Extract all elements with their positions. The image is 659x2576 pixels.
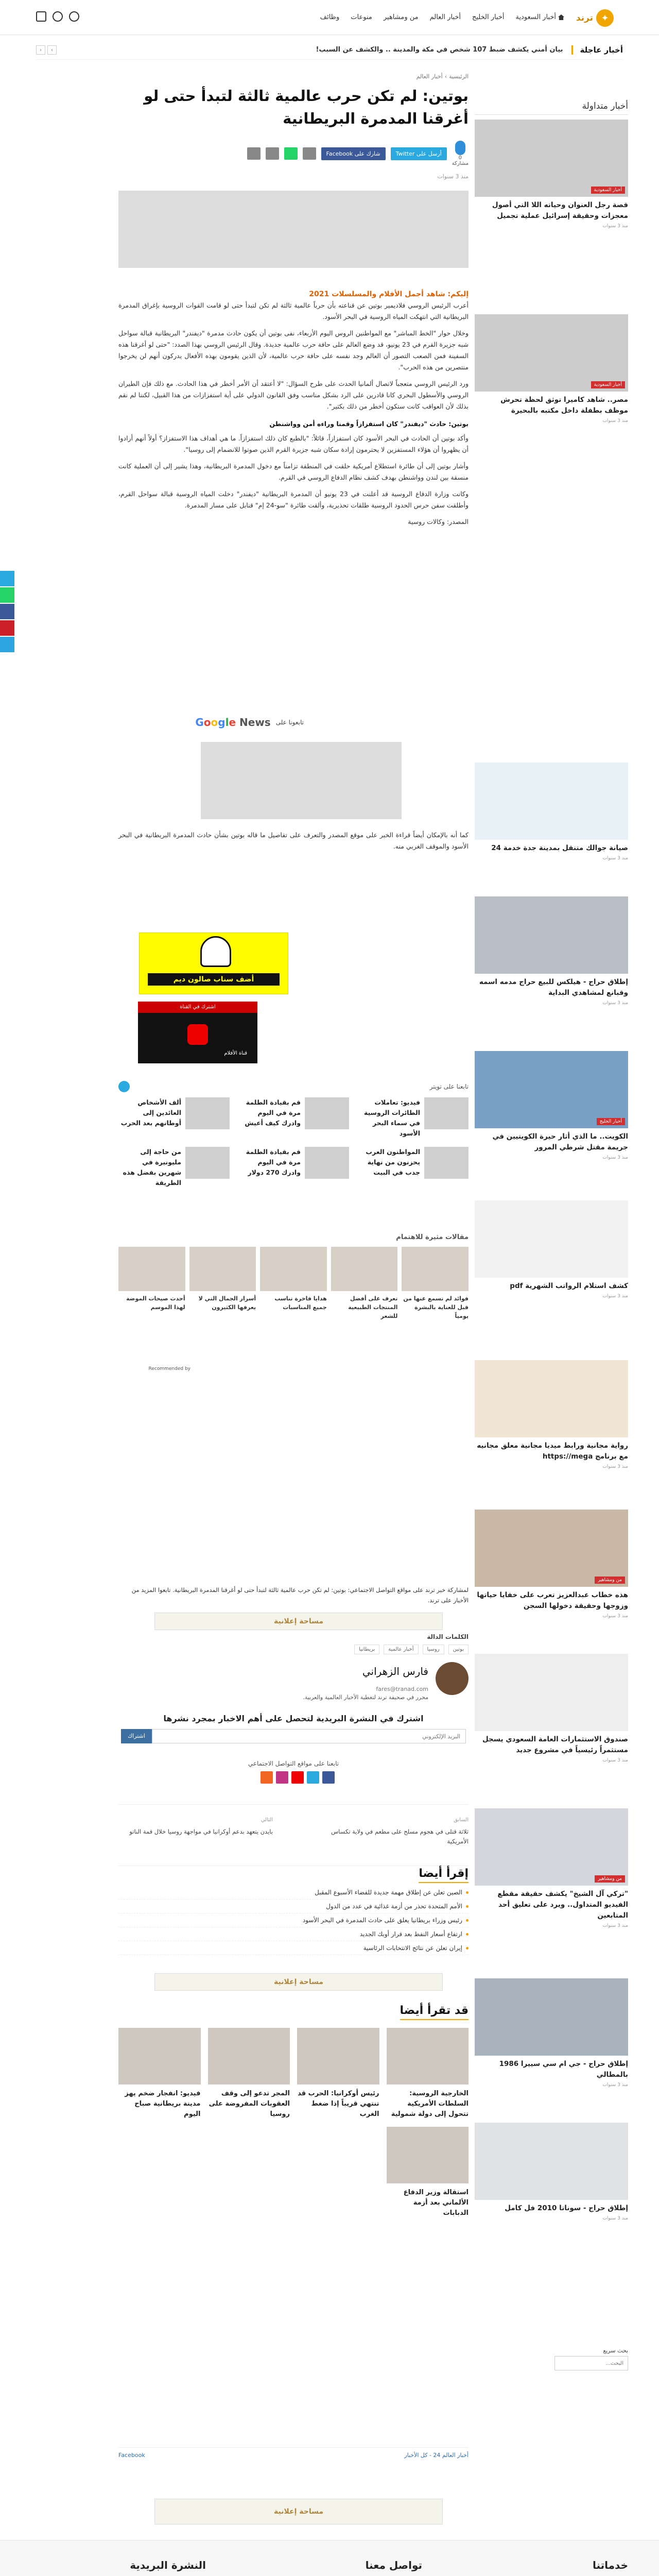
related-header: مقالات مثيرة للاهتمام: [396, 1233, 469, 1241]
footer: [0, 2540, 659, 2576]
follow-twitter-row: [118, 1081, 469, 1092]
article-source: المصدر: وكالات روسية: [408, 518, 469, 526]
sidebar-item-title: صيانة جوالك متنقل بمدينة جدة خدمة 24: [491, 844, 628, 852]
share-bar: [118, 140, 469, 167]
sponsored-card[interactable]: [357, 1097, 469, 1139]
print-icon[interactable]: [247, 147, 261, 160]
article-paragraph-5: وأشار بوتين إلى أن طائرة استطلاع أمريكية حلقت في المنطقة تزامناً مع دخول المدمرة البريطانية، وهذا يشير إلى أن العملية كانت منسقة بين لندن وواشنطن بهدف كشف نظام الدفاع الروسي في القرم.: [118, 462, 469, 481]
next-post-label: التالي: [261, 1817, 273, 1823]
related-item[interactable]: [331, 1247, 398, 1320]
sidebar-item-title: إطلاق حراج - جي ام سي سييرا 1986 بالمطالي: [499, 2060, 628, 2079]
sponsored-thumb: [185, 1097, 230, 1129]
post-navigation: [118, 1804, 469, 1866]
ad-slot-top[interactable]: [118, 191, 469, 268]
pager-category-link[interactable]: أخبار العالم 24 - كل الأخبار: [404, 2452, 469, 2459]
ad-slot-middle[interactable]: [201, 742, 402, 819]
breadcrumb-home[interactable]: الرئيسية: [449, 73, 469, 80]
article-paragraph-3: ورد الرئيس الروسي متعجباً لاتصال ألمانيا الحدث على طرح السؤال: "لا أعتقد أن الأمر أخطر في هذا الحادث. مع ذلك فإن الطيران الروسي والأسطول البحري كانا قادرين على الرد بشكل مناسب وفق القانون الدولي على أية استفزازات من هذا القبيل، لكننا لم نقم بذلك لأن العواقب كانت ستكون أخطر من ذلك بكثير".: [118, 380, 469, 410]
sidebar-item-date: منذ 3 سنوات: [602, 1464, 628, 1469]
related-title: أحدث صيحات الموضة لهذا الموسم: [126, 1295, 185, 1311]
youtube-subscribe-header[interactable]: اشترك في القناة: [138, 1002, 257, 1013]
share-whatsapp-icon[interactable]: [284, 147, 298, 160]
sidebar-item[interactable]: [475, 1808, 628, 1928]
logo-mark: ✦: [596, 9, 614, 27]
floating-share-bar: [0, 571, 14, 653]
recommended-by[interactable]: Recommended by: [148, 1366, 190, 1371]
sponsored-title: فيديو: تعاملات الطائرات الروسية في سماء البحر الأسود: [363, 1098, 420, 1137]
sponsored-title: قم بقيادة الطلمة مرة في اليوم وادرك كيف أعيش: [245, 1098, 301, 1127]
read-also-item[interactable]: [387, 2127, 469, 2218]
next-post[interactable]: [118, 1815, 273, 1837]
sidebar-search-input[interactable]: [554, 2356, 628, 2370]
read-also-grid: [118, 2028, 469, 2218]
sidebar-item-date: منذ 3 سنوات: [602, 418, 628, 423]
read-more-item[interactable]: ارتفاع أسعار النفط بعد قرار أوبك الجديد: [118, 1927, 469, 1941]
sidebar-item[interactable]: [475, 314, 628, 423]
google-news-logo: Google News: [195, 716, 271, 728]
nav-item-celebs[interactable]: من ومشاهير: [383, 13, 419, 21]
sidebar-search: [475, 2347, 628, 2370]
footer-col-services: [583, 2559, 628, 2576]
header: [0, 0, 659, 35]
twitter-icon[interactable]: [307, 1771, 319, 1784]
author-url[interactable]: fares@tranad.com: [376, 1686, 428, 1692]
read-also-thumb: [297, 2028, 379, 2084]
related-thumb: [402, 1247, 469, 1291]
menu-icon[interactable]: [36, 11, 46, 22]
nav-item-misc[interactable]: منوعات: [351, 13, 372, 21]
previous-post[interactable]: [314, 1815, 469, 1846]
article-title: بوتين: لم تكن حرب عالمية ثالثة لتبدأ حتى لو أغرقنا المدمرة البريطانية: [144, 87, 469, 127]
snapchat-ad-label: أضف سناب صالون ديم: [148, 973, 280, 986]
newsletter-form: [121, 1729, 466, 1743]
header-tools: [36, 11, 79, 22]
author-name[interactable]: فارس الزهراني: [362, 1665, 428, 1677]
article-paragraph-2: وخلال حوار "الخط المباشر" مع المواطنين الروس اليوم الأربعاء، نفى بوتين أن يكون حادث مدمرة "ديفندر" البريطانية قبالة سواحل شبه جزيرة القرم في 23 يونيو، قد وضع العالم على حافة حرب عالمية جديدة. وقال الرئيس الروسي بهذا الصدد: "حتى لو أغرقنا هذه السفينة فمن الصعب التصور أن العالم وجد نفسه على حافة حرب عالمية، لأن الذين يقومون بهذه الأفعال يدركون أنهم لن يخرجوا منتصرين من هذه الحرب".: [118, 329, 469, 371]
breaking-news-bar: [36, 40, 623, 60]
related-grid: [118, 1247, 469, 1320]
sidebar-thumb: [475, 1654, 628, 1731]
read-more-item[interactable]: الأمم المتحدة تحذر من أزمة غذائية في عدد من الدول: [118, 1900, 469, 1913]
tag[interactable]: روسيا: [423, 1645, 444, 1654]
sponsored-thumb: [305, 1097, 349, 1129]
youtube-widget[interactable]: [138, 1002, 257, 1063]
banner-ad-text: مساحة إعلانية: [273, 1617, 324, 1625]
bottom-pager: [118, 2447, 469, 2459]
logo-text: ترند: [576, 13, 593, 23]
read-more-header: إقرأ أيضا: [419, 1867, 469, 1883]
sidebar-thumb: [475, 120, 628, 197]
sidebar-header: أخبار متداولة: [475, 101, 628, 115]
sidebar-item-title: إطلاق حراج - هيلكس للبيع حراج مدمه اسمه وقبانع لمشاهدي البداية: [479, 978, 628, 997]
sidebar-item[interactable]: [475, 1360, 628, 1469]
related-title: فوائد لم تسمع عنها من قبل للعناية بالبشرة يومياً: [403, 1295, 469, 1319]
youtube-icon[interactable]: [291, 1771, 304, 1784]
footer-col-title: تواصل معنا: [365, 2559, 422, 2571]
banner-ad[interactable]: [154, 1613, 443, 1630]
article-paragraph-6: وكانت وزارة الدفاع الروسية قد أعلنت في 23 يونيو أن المدمرة البريطانية "ديفندر" دخلت المياه الروسية قبالة سواحل القرم، وأطلقت سفن حرس الحدود الروسية طلقات تحذيرية، وألقت طائرة "سو-24 إم" قنابل على مسار المدمرة.: [118, 490, 469, 509]
breaking-label: أخبار عاجلة: [571, 45, 623, 55]
sidebar-search-label: بحث سريع: [603, 2347, 628, 2354]
sidebar-item[interactable]: [475, 1654, 628, 1763]
dark-mode-icon[interactable]: [53, 11, 63, 22]
sidebar-item-date: منذ 3 سنوات: [602, 224, 628, 229]
share-twitter-button[interactable]: أرسل على Twitter: [391, 147, 447, 160]
social-header: تابعنا على مواقع التواصل الاجتماعي: [248, 1760, 339, 1767]
sidebar-thumb: [475, 1978, 628, 2056]
sidebar-item-date: منذ 3 سنوات: [602, 1614, 628, 1619]
sidebar-item-date: منذ 3 سنوات: [602, 1758, 628, 1763]
article-paragraph-1: أعرب الرئيس الروسي فلاديمير بوتين عن قناعته بأن حرباً عالمية ثالثة لم تكن لتبدأ حتى لو قامت القوات الروسية بإغراق المدمرة البريطانية التي انتهكت المياه الروسية في البحر الأسود.: [118, 301, 469, 320]
sidebar-item-title: هذه خطاب عبدالعزيز تعرب على خفايا حياتها وزوجها وحقيقة دخولها السجن: [477, 1591, 628, 1610]
instagram-icon[interactable]: [276, 1771, 288, 1784]
sidebar-item-date: منذ 3 سنوات: [602, 1923, 628, 1928]
sidebar-item-title: صندوق الاستثمارات العامة السعودي يسجل مستثمراً رئيسياً في مشروع جديد: [482, 1735, 628, 1754]
sidebar-thumb: [475, 1360, 628, 1437]
sidebar-item-date: منذ 3 سنوات: [602, 1294, 628, 1299]
sponsored-title: المواطنون العرب يحزنون من نهاية جدب في البيت: [366, 1148, 420, 1176]
related-item[interactable]: [260, 1247, 327, 1320]
sidebar-thumb: [475, 1510, 628, 1587]
sponsored-thumb: [305, 1147, 349, 1179]
banner-ad-text: مساحة إعلانية: [273, 1978, 324, 1986]
sidebar-thumb: [475, 762, 628, 840]
nav-item-saudi[interactable]: أخبار السعودية: [514, 10, 566, 24]
youtube-play-icon[interactable]: [187, 1024, 208, 1045]
footer-banner-ad[interactable]: [154, 2499, 443, 2524]
read-also-item[interactable]: [297, 2028, 379, 2120]
sidebar-thumb: [475, 1808, 628, 1886]
category-badge[interactable]: من ومشاهير: [595, 1577, 625, 1584]
read-also-title: استقالة وزير الدفاع الألماني بعد أزمة الدبابات: [403, 2189, 469, 2217]
article-date: منذ 3 سنوات: [437, 173, 469, 180]
pager-facebook-link[interactable]: Facebook: [118, 2452, 145, 2459]
breaking-controls: [36, 45, 57, 55]
share-more-icon[interactable]: [303, 147, 316, 160]
author-avatar: [436, 1662, 469, 1695]
read-more-item[interactable]: إيران تعلن عن نتائج الانتخابات الرئاسية: [118, 1941, 469, 1955]
sponsored-card[interactable]: [357, 1147, 469, 1188]
read-also-item[interactable]: [387, 2028, 469, 2120]
facebook-icon[interactable]: [322, 1771, 335, 1784]
footer-col-newsletter: [51, 2559, 206, 2576]
read-also-title: رئيس أوكرانيا: الحرب قد تنتهي قريباً إذا ضغط الغرب: [298, 2090, 379, 2118]
newsletter-email-input[interactable]: [152, 1729, 466, 1743]
article-body: [118, 289, 469, 528]
tags-header: الكلمات الدالة: [427, 1633, 469, 1640]
sponsored-card[interactable]: [118, 1097, 230, 1139]
sidebar-item-title: مصر.. شاهد كاميرا توثق لحظة تحرش موظف بطفلة داخل مكتبه بالبحيرة: [500, 396, 628, 415]
pinterest-icon[interactable]: [0, 620, 14, 636]
share-facebook-button[interactable]: شارك على Facebook: [321, 147, 386, 160]
related-title: تعرف على أفضل المنتجات الطبيعية للشعر: [348, 1295, 398, 1319]
sidebar-item[interactable]: [475, 896, 628, 1006]
next-post-title: بايدن يتعهد بدعم أوكرانيا في مواجهة روسيا خلال قمة الناتو: [129, 1828, 273, 1835]
read-also-header: قد تقرأ أيضا: [400, 2004, 469, 2020]
tags-list: [354, 1645, 469, 1654]
article-lead-link[interactable]: إليكم: شاهد أجمل الأفلام والمسلسلات 2021: [309, 290, 469, 298]
article-paragraph-4: وأكد بوتين أن الحادث في البحر الأسود كان استفزازاً، قائلاً: "بالطبع كان ذلك استفزازاً. ما هي أهداف هذا الاستفزاز؟ أولاً أنهم أرادوا أن يظهروا أن هؤلاء المستفزين لا يحترمون إرادة سكان شبه جزيرة القرم الذين صوتوا للانضمام إلى روسيا".: [118, 434, 469, 453]
search-icon[interactable]: [69, 11, 79, 22]
sidebar-item[interactable]: [475, 1510, 628, 1619]
rss-icon[interactable]: [261, 1771, 273, 1784]
sidebar-item-date: منذ 3 سنوات: [602, 1001, 628, 1006]
share-note: لمشاركة خبر ترند على مواقع التواصل الاجتماعي: بوتين: لم تكن حرب عالمية ثالثة لتبدأ حتى لو أغرقنا المدمرة البريطانية. تابعوا المزيد من الأخبار على ترند.: [131, 1586, 469, 1604]
related-title: هدايا فاخرة تناسب جميع المناسبات: [274, 1295, 327, 1311]
share-counter: [452, 141, 469, 166]
sponsored-card[interactable]: [238, 1147, 349, 1188]
sidebar-item[interactable]: [475, 1051, 628, 1160]
main-nav: [318, 10, 566, 24]
sponsored-title: ألف الأشخاص العائدين إلى أوطانهم بعد الحرب: [120, 1098, 181, 1127]
follow-twitter-label: تابعنا على تويتر: [429, 1083, 469, 1090]
previous-post-title: ثلاثة قتلى في هجوم مسلح على مطعم في ولاية تكساس الأمريكية: [331, 1828, 469, 1845]
nav-item-jobs[interactable]: وظائف: [320, 13, 340, 21]
read-also-title: فيديو: انفجار ضخم يهز مدينة بريطانية صباح اليوم: [125, 2090, 201, 2118]
category-badge[interactable]: من ومشاهير: [595, 1875, 625, 1883]
sidebar-item-title: "تركي آل الشيخ" يكشف حقيقة مقطع الفيديو المتداول.. ويرد على تعليق أحد المتابعين: [497, 1890, 628, 1920]
related-thumb: [118, 1247, 185, 1291]
snapchat-ad[interactable]: [139, 933, 288, 994]
telegram-icon[interactable]: [0, 637, 14, 652]
snapchat-ghost-icon: [200, 936, 231, 967]
article-subheading: بوتين: حادث "ديفندر" كان استفزازاً وقمنا وراءه أمن وواشنطن: [269, 420, 469, 428]
author-bio: محرر في صحيفة ترند لتغطية الأخبار العالمية والعربية.: [303, 1694, 428, 1701]
sidebar-item-date: منذ 3 سنوات: [602, 856, 628, 861]
nav-item-world[interactable]: أخبار العالم: [429, 13, 461, 21]
sidebar-item-title: إطلاق حراج - سوناتا 2010 فل كامل: [505, 2204, 628, 2212]
previous-post-label: السابق: [454, 1817, 469, 1823]
sidebar-item-title: الكويت.. ما الذي أثار حيرة الكويتيين في جريمة مقتل شرطي المرور: [492, 1132, 628, 1151]
whatsapp-icon[interactable]: [0, 587, 14, 603]
share-icon: [455, 141, 465, 155]
article-paragraph-7: كما أنه بالإمكان أيضاً قراءة الخبر على موقع المصدر والتعرف على تفاصيل ما قاله بوتين بشأن حادث المدمرة البريطانية في البحر الأسود والموقف الغربي منه.: [118, 831, 469, 850]
sponsored-title: من حاجة إلى مليونيرة في شهرين بفضل هذه الطريقة: [123, 1148, 181, 1187]
share-email-icon[interactable]: [266, 147, 279, 160]
read-also-title: الخارجية الروسية: السلطات الأمريكية تتحول إلى دولة شمولية: [391, 2090, 469, 2118]
sidebar-thumb: [475, 896, 628, 974]
tag[interactable]: بوتين: [448, 1645, 469, 1654]
site-logo[interactable]: [576, 9, 614, 27]
tag[interactable]: أخبار عالمية: [384, 1645, 418, 1654]
nav-item-gulf[interactable]: أخبار الخليج: [472, 13, 505, 21]
google-news-label: تابعونا على: [275, 719, 304, 726]
sponsored-card[interactable]: [118, 1147, 230, 1188]
related-thumb: [189, 1247, 256, 1291]
banner-ad-2[interactable]: [154, 1973, 443, 1991]
author-box: [118, 1662, 469, 1703]
youtube-channel-name: قناة الأفلام: [224, 1050, 247, 1056]
newsletter-title: اشترك في النشرة البريدية لتحصل على أهم الاخبار بمجرد نشرها: [163, 1714, 424, 1723]
read-more-item[interactable]: الصين تعلن عن إطلاق مهمة جديدة للفضاء الأسبوع المقبل: [118, 1886, 469, 1900]
share-count-label: مشاركة: [452, 161, 469, 166]
category-badge[interactable]: أخبار السعودية: [591, 187, 625, 194]
sidebar-item-title: قصة رجل العنوان وحياته اللا التي أصول معجزات وحقيقة إسرائيل عملية تجميل: [492, 201, 628, 220]
sidebar-item-title: كشف استلام الرواتب الشهرية pdf: [510, 1282, 628, 1290]
breadcrumb-category[interactable]: أخبار العالم: [416, 73, 443, 80]
sidebar-item[interactable]: [475, 120, 628, 229]
sponsored-thumb: [424, 1097, 469, 1129]
footer-col-title: خدماتنا: [592, 2559, 628, 2571]
breaking-link[interactable]: بيان أمني يكشف ضبط 107 شخص في مكة والمدينة .. والكشف عن السبب!: [316, 46, 563, 54]
related-thumb: [331, 1247, 398, 1291]
newsletter-subscribe-button[interactable]: اشتراك: [121, 1729, 152, 1743]
category-badge[interactable]: أخبار السعودية: [591, 381, 625, 388]
sponsored-card[interactable]: [238, 1097, 349, 1139]
sidebar-item-date: منذ 3 سنوات: [602, 2216, 628, 2221]
twitter-icon[interactable]: [118, 1081, 130, 1092]
sidebar-thumb: [475, 314, 628, 392]
read-also-thumb: [387, 2028, 469, 2084]
read-also-thumb: [387, 2127, 469, 2183]
sidebar-item[interactable]: [475, 2123, 628, 2221]
related-title: أسرار الجمال التي لا يعرفها الكثيرون: [198, 1295, 256, 1311]
twitter-icon[interactable]: [0, 571, 14, 586]
related-item[interactable]: [402, 1247, 469, 1320]
read-also-item[interactable]: [208, 2028, 290, 2120]
sidebar-item[interactable]: [475, 762, 628, 861]
chevron-left-icon[interactable]: ‹: [36, 45, 45, 55]
read-also-title: المجر تدعو إلى وقف العقوبات المفروضة على روسيا: [209, 2090, 290, 2118]
read-also-thumb: [208, 2028, 290, 2084]
sidebar-item-title: رواية مجانية ورابط ميديا مجانية معلق مجانيه مع برنامج https://mega: [477, 1442, 628, 1461]
sidebar-item[interactable]: [475, 1978, 628, 2088]
sidebar-thumb: [475, 2123, 628, 2200]
footer-col-contact: [366, 2559, 422, 2576]
category-badge[interactable]: أخبار الخليج: [597, 1118, 625, 1125]
article-body-continued: [118, 829, 469, 852]
sponsored-thumb: [185, 1147, 230, 1179]
chevron-right-icon[interactable]: ›: [47, 45, 57, 55]
read-also-item[interactable]: [118, 2028, 201, 2120]
footer-col-title: النشرة البريدية: [130, 2559, 206, 2571]
facebook-icon[interactable]: [0, 604, 14, 619]
sidebar-thumb: [475, 1200, 628, 1278]
read-more-list: [118, 1886, 469, 1955]
read-also-thumb: [118, 2028, 201, 2084]
breadcrumb: الرئيسية›أخبار العالم: [416, 73, 469, 80]
tag[interactable]: بريطانيا: [354, 1645, 379, 1654]
related-thumb: [260, 1247, 327, 1291]
sidebar-item[interactable]: [475, 1200, 628, 1299]
related-item[interactable]: [189, 1247, 256, 1320]
share-count-value: 0: [458, 155, 462, 161]
related-item[interactable]: [118, 1247, 185, 1320]
sponsored-title: قم بقيادة الطلمة مرة في اليوم وادرك 270 دولار: [246, 1148, 301, 1176]
sidebar-item-date: منذ 3 سنوات: [602, 2082, 628, 2088]
sponsored-grid: [118, 1097, 469, 1188]
read-more-item[interactable]: رئيس وزراء بريطانيا يعلق على حادث المدمرة في البحر الأسود: [118, 1913, 469, 1927]
banner-ad-text: مساحة إعلانية: [273, 2507, 324, 2516]
google-news-follow[interactable]: [195, 716, 304, 728]
sidebar-thumb: [475, 1051, 628, 1128]
sidebar-item-date: منذ 3 سنوات: [602, 1155, 628, 1160]
social-icons: [261, 1771, 335, 1784]
sponsored-thumb: [424, 1147, 469, 1179]
home-icon: [558, 14, 564, 20]
